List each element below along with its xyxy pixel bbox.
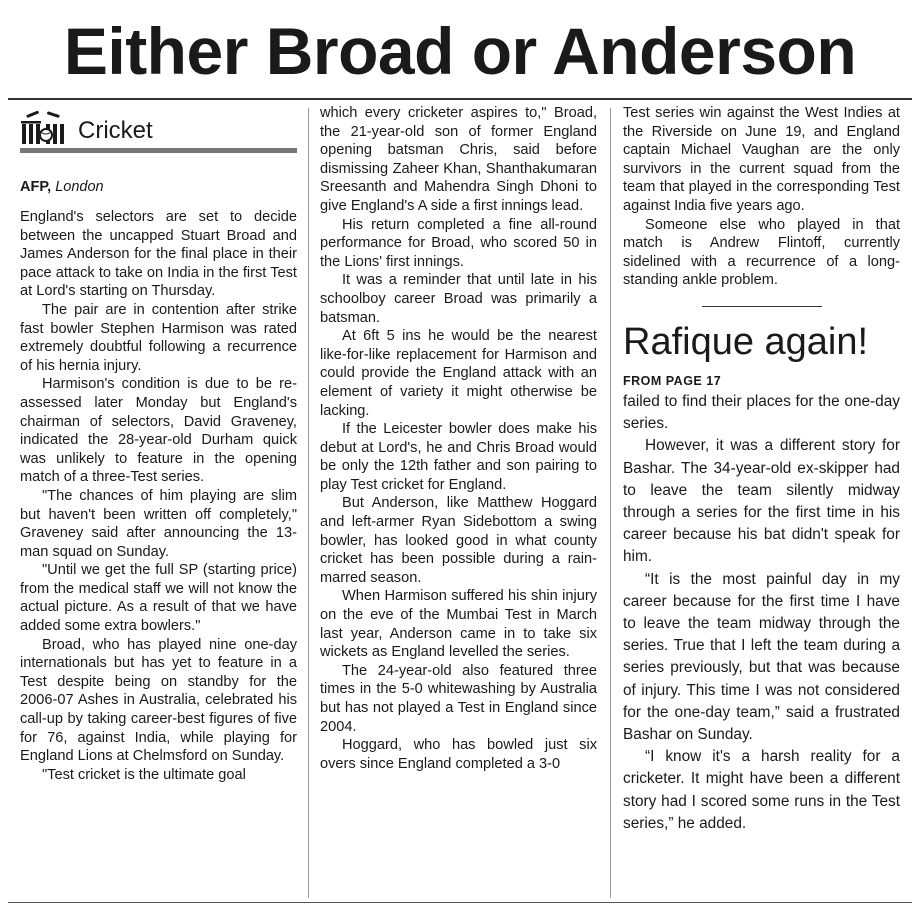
paragraph: Hoggard, who has bowled just six overs since England completed a 3-0 — [320, 737, 597, 772]
paragraph: "Test cricket is the ultimate goal — [42, 766, 246, 783]
paragraph: Broad, who has played nine one-day internationals but has yet to feature in a Test despite being on standby for the 2006-07 Ashes in Australia, celebrated his call-up by taking career-best figures of five for 76, against India, while playing for England Lions at Chelmsford on Sunday. — [20, 636, 297, 765]
article-separator — [702, 306, 822, 307]
paragraph: However, it was a different story for Bashar. The 34-year-old ex-skipper had to leave the team silently midway through a series for the first time in his career because his bat didn't speak for him. — [623, 437, 900, 566]
category-label: Cricket — [78, 117, 153, 144]
column-divider — [308, 108, 309, 898]
column-1 — [20, 104, 297, 784]
byline — [20, 178, 297, 196]
headline-rule — [8, 98, 912, 100]
column-3 — [623, 104, 900, 835]
column-divider — [610, 108, 611, 898]
second-article-body — [623, 391, 900, 835]
category-rule — [20, 148, 297, 153]
paragraph: failed to find their places for the one-day series. — [623, 392, 900, 433]
paragraph: “I know it's a harsh reality for a cricketer. It might have been a different story had I scored some runs in the Test series,” he added. — [623, 748, 900, 832]
paragraph: England's selectors are set to decide between the uncapped Stuart Broad and James Anderson for the final place in their pace attack to take on India in the first Test at Lord's starting on Thursday. — [20, 209, 297, 300]
paragraph: At 6ft 5 ins he would be the nearest like-for-like replacement for Harmison and could provide the England attack with an element of variety it might otherwise be lacking. — [320, 328, 597, 419]
paragraph: It was a reminder that until late in his schoolboy career Broad was primarily a batsman. — [320, 272, 597, 326]
paragraph: The 24-year-old also featured three times in the 5-0 whitewashing by Australia but has not played a Test in England since 2004. — [320, 662, 597, 735]
paragraph: But Anderson, like Matthew Hoggard and left-armer Ryan Sidebottom a swing bowler, has looked good in what county cricket has been possible during a rain-marred season. — [320, 495, 597, 586]
paragraph: which every cricketer aspires to," Broad, the 21-year-old son of former England opening batsman Chris, said before dismissing Zaheer Khan, Shanthakumaran Sreesanth and Mahendra Singh Dhoni to give England's A side a first innings lead. — [320, 105, 597, 214]
paragraph: When Harmison suffered his shin injury on the eve of the Mumbai Test in March last year, Anderson came in to take six wickets as England levelled the series. — [320, 588, 597, 661]
byline-agency: AFP — [20, 179, 48, 195]
byline-sep: , — [47, 179, 52, 195]
paragraph: “It is the most painful day in my career because for the first time I have to leave the team midway through the series. True that I left the team during a series previously, but that was because of injury. This time I was not considered for the one-day team,” said a frustrated Bashar on Sunday. — [623, 570, 900, 743]
paragraph: The pair are in contention after strike fast bowler Stephen Harmison was rated extremely doubtful following a recurrence of his hernia injury. — [20, 301, 297, 374]
second-article-headline: Rafique again! — [623, 320, 869, 363]
paragraph: His return completed a fine all-round performance for Broad, who scored 50 in the Lions' first innings. — [320, 216, 597, 270]
paragraph: Harmison's condition is due to be re-assessed later Monday but England's chairman of selectors, David Graveney, indicated the 28-year-old Durham quick was unlikely to feature in the opening match of a three-Test series. — [20, 376, 297, 486]
paragraph: Someone else who played in that match is Andrew Flintoff, currently sidelined with a recurrence of a long-standing ankle problem. — [623, 216, 900, 289]
paragraph: Test series win against the West Indies at the Riverside on June 19, and England captain Michael Vaughan are the only survivors in the current squad from the team that played in the corresponding Test against India five years ago. — [623, 105, 900, 214]
bottom-rule — [8, 902, 912, 903]
paragraph: If the Leicester bowler does make his debut at Lord's, he and Chris Broad would be only the 12th father and son pairing to play Test cricket for England. — [320, 421, 597, 493]
headline: Either Broad or Anderson — [63, 14, 857, 88]
byline-place: London — [55, 179, 104, 195]
paragraph: "Until we get the full SP (starting price) from the medical staff we will not know the actual picture. As a result of that we have added some extra bowlers." — [20, 562, 297, 635]
category-header — [20, 104, 297, 146]
paragraph: "The chances of him playing are slim but haven't been written off completely," Graveney said after announcing the 13-man squad on Sunday. — [20, 487, 297, 560]
column-2 — [320, 104, 597, 773]
continued-from-label: FROM PAGE 17 — [623, 373, 722, 388]
cricket-wickets-icon — [20, 110, 72, 146]
